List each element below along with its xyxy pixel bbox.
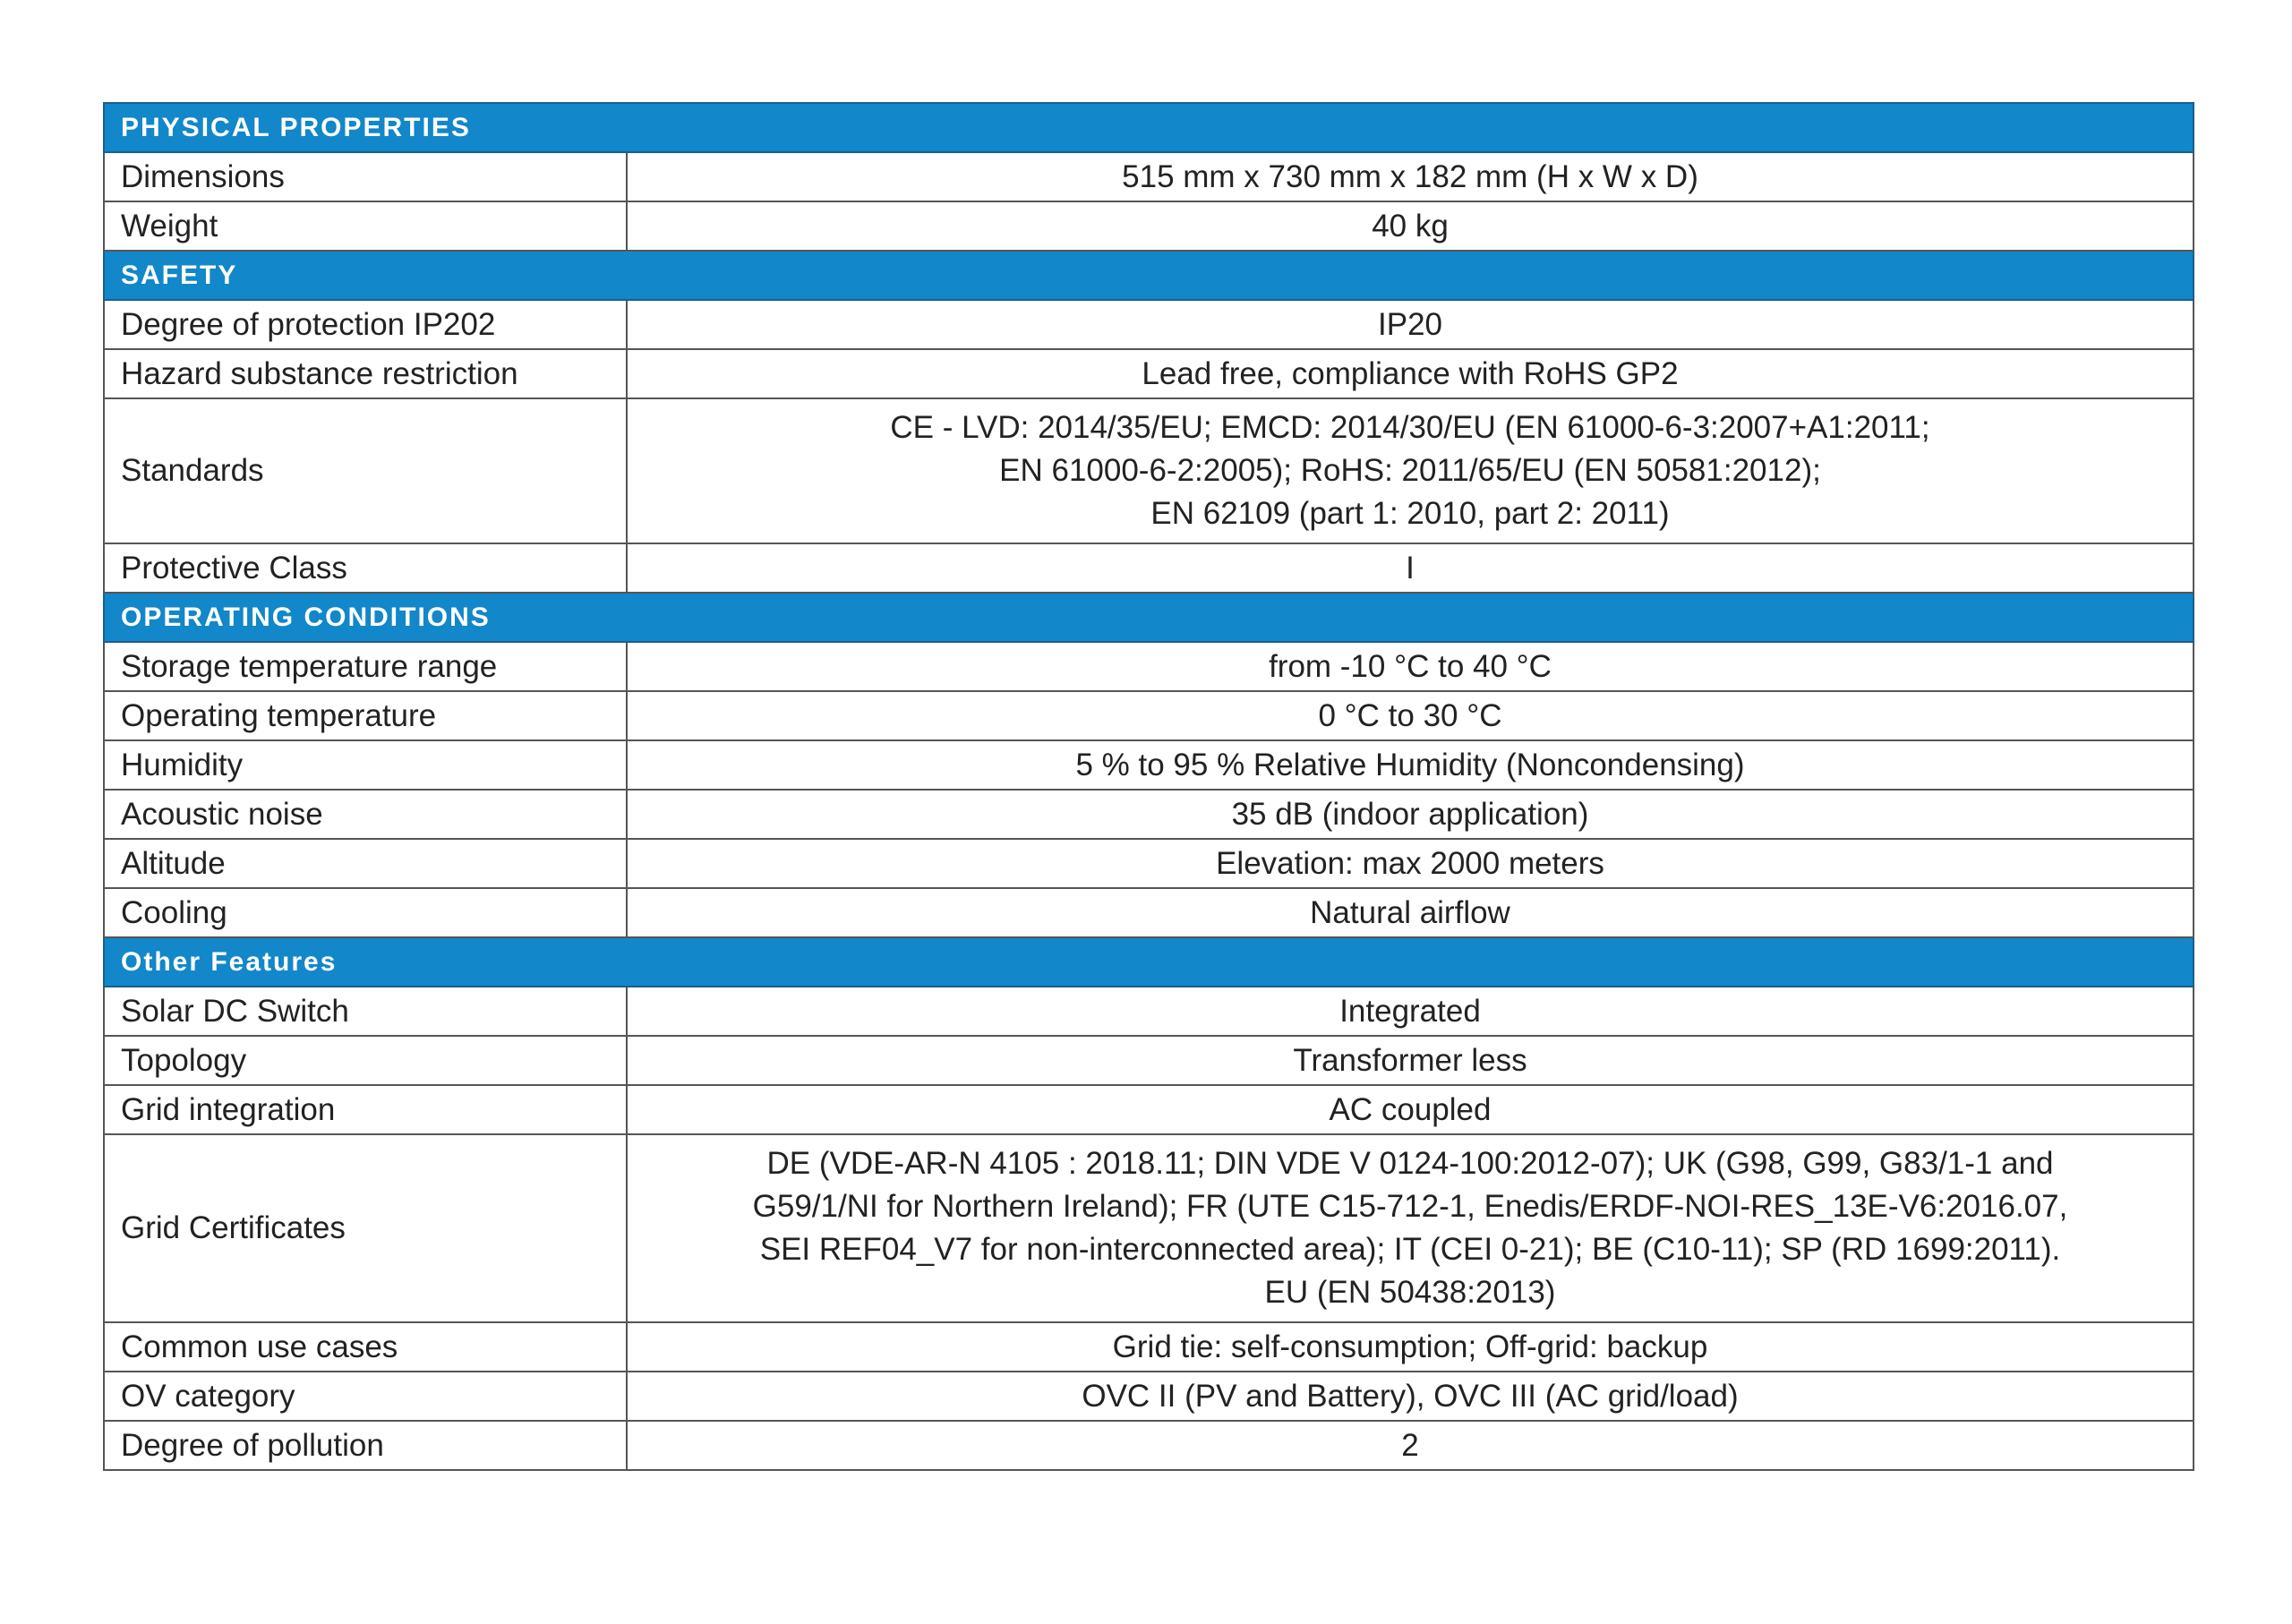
row-value-line: SEI REF04_V7 for non-interconnected area); IT (CEI 0-21); BE (C10-11); SP (RD 1699:2011).: [759, 1232, 2061, 1267]
table-row: [104, 888, 2194, 937]
row-value-line: 2: [1401, 1427, 1419, 1463]
row-value-line: Elevation: max 2000 meters: [1216, 845, 1604, 881]
row-label: Grid Certificates: [104, 1134, 627, 1322]
table-row: [104, 398, 2194, 543]
table-row: [104, 201, 2194, 251]
table-row: [104, 740, 2194, 790]
section-header-row: [104, 937, 2194, 987]
table-row: [104, 1372, 2194, 1421]
row-label: Solar DC Switch: [104, 987, 627, 1036]
table-row: [104, 1322, 2194, 1372]
row-label: Grid integration: [104, 1085, 627, 1134]
row-value-line: Transformer less: [1293, 1042, 1527, 1078]
row-label: Protective Class: [104, 543, 627, 593]
section-header-row: [104, 593, 2194, 642]
row-label: Standards: [104, 398, 627, 543]
row-value-line: Integrated: [1339, 993, 1481, 1029]
row-value: [627, 349, 2194, 398]
row-value-line: Lead free, compliance with RoHS GP2: [1142, 355, 1679, 391]
row-value-line: 40 kg: [1372, 208, 1449, 244]
section-title: SAFETY: [104, 251, 2194, 300]
row-value-line: OVC II (PV and Battery), OVC III (AC grid/load): [1082, 1378, 1739, 1414]
row-value: [627, 1322, 2194, 1372]
row-label: Storage temperature range: [104, 642, 627, 691]
row-label: Operating temperature: [104, 691, 627, 740]
row-value-line: Grid tie: self-consumption; Off-grid: backup: [1112, 1329, 1708, 1364]
row-value-line: 515 mm x 730 mm x 182 mm (H x W x D): [1122, 158, 1698, 194]
row-value-line: 0 °C to 30 °C: [1318, 697, 1502, 733]
row-value: [627, 1085, 2194, 1134]
table-row: [104, 1036, 2194, 1085]
row-value: [627, 398, 2194, 543]
section-title: Other Features: [104, 937, 2194, 987]
table-row: [104, 543, 2194, 593]
row-value-line: I: [1406, 550, 1415, 585]
row-value-line: from -10 °C to 40 °C: [1269, 648, 1552, 684]
row-value: [627, 543, 2194, 593]
section-title: PHYSICAL PROPERTIES: [104, 103, 2194, 152]
table-row: [104, 839, 2194, 888]
row-value-line: G59/1/NI for Northern Ireland); FR (UTE C15-712-1, Enedis/ERDF-NOI-RES_13E-V6:2016.07,: [752, 1189, 2068, 1224]
row-value-line: 35 dB (indoor application): [1231, 796, 1589, 832]
row-value-line: CE - LVD: 2014/35/EU; EMCD: 2014/30/EU (EN 61000-6-3:2007+A1:2011;: [890, 410, 1930, 445]
row-label: Topology: [104, 1036, 627, 1085]
row-value: [627, 691, 2194, 740]
row-value-line: AC coupled: [1329, 1091, 1492, 1127]
section-header-row: [104, 103, 2194, 152]
row-value: [627, 300, 2194, 349]
row-value: [627, 1421, 2194, 1470]
row-value-line: EN 62109 (part 1: 2010, part 2: 2011): [1150, 496, 1670, 531]
table-row: [104, 987, 2194, 1036]
row-value: [627, 642, 2194, 691]
spec-table-body: [104, 103, 2194, 1470]
row-label: Hazard substance restriction: [104, 349, 627, 398]
row-label: Degree of protection IP202: [104, 300, 627, 349]
row-value: [627, 987, 2194, 1036]
row-label: Degree of pollution: [104, 1421, 627, 1470]
spec-table: [103, 102, 2194, 1471]
row-value: [627, 1372, 2194, 1421]
row-label: Cooling: [104, 888, 627, 937]
table-row: [104, 349, 2194, 398]
table-row: [104, 691, 2194, 740]
row-label: Acoustic noise: [104, 790, 627, 839]
row-value: [627, 201, 2194, 251]
row-label: OV category: [104, 1372, 627, 1421]
row-value: [627, 152, 2194, 201]
row-label: Altitude: [104, 839, 627, 888]
section-title: OPERATING CONDITIONS: [104, 593, 2194, 642]
row-label: Humidity: [104, 740, 627, 790]
row-value: [627, 839, 2194, 888]
table-row: [104, 152, 2194, 201]
row-value: [627, 740, 2194, 790]
section-header-row: [104, 251, 2194, 300]
row-value: [627, 790, 2194, 839]
row-label: Dimensions: [104, 152, 627, 201]
table-row: [104, 1085, 2194, 1134]
row-label: Common use cases: [104, 1322, 627, 1372]
row-value: [627, 1134, 2194, 1322]
table-row: [104, 642, 2194, 691]
table-row: [104, 790, 2194, 839]
row-value-line: Natural airflow: [1310, 894, 1510, 930]
table-row: [104, 300, 2194, 349]
table-row: [104, 1134, 2194, 1322]
row-label: Weight: [104, 201, 627, 251]
row-value: [627, 1036, 2194, 1085]
row-value-line: EU (EN 50438:2013): [1264, 1275, 1556, 1310]
table-row: [104, 1421, 2194, 1470]
row-value: [627, 888, 2194, 937]
row-value-line: IP20: [1378, 306, 1442, 342]
row-value-line: EN 61000-6-2:2005); RoHS: 2011/65/EU (EN 50581:2012);: [999, 453, 1821, 488]
row-value-line: DE (VDE-AR-N 4105 : 2018.11; DIN VDE V 0124-100:2012-07); UK (G98, G99, G83/1-1 and: [766, 1146, 2054, 1181]
row-value-line: 5 % to 95 % Relative Humidity (Noncondensing): [1075, 747, 1745, 782]
